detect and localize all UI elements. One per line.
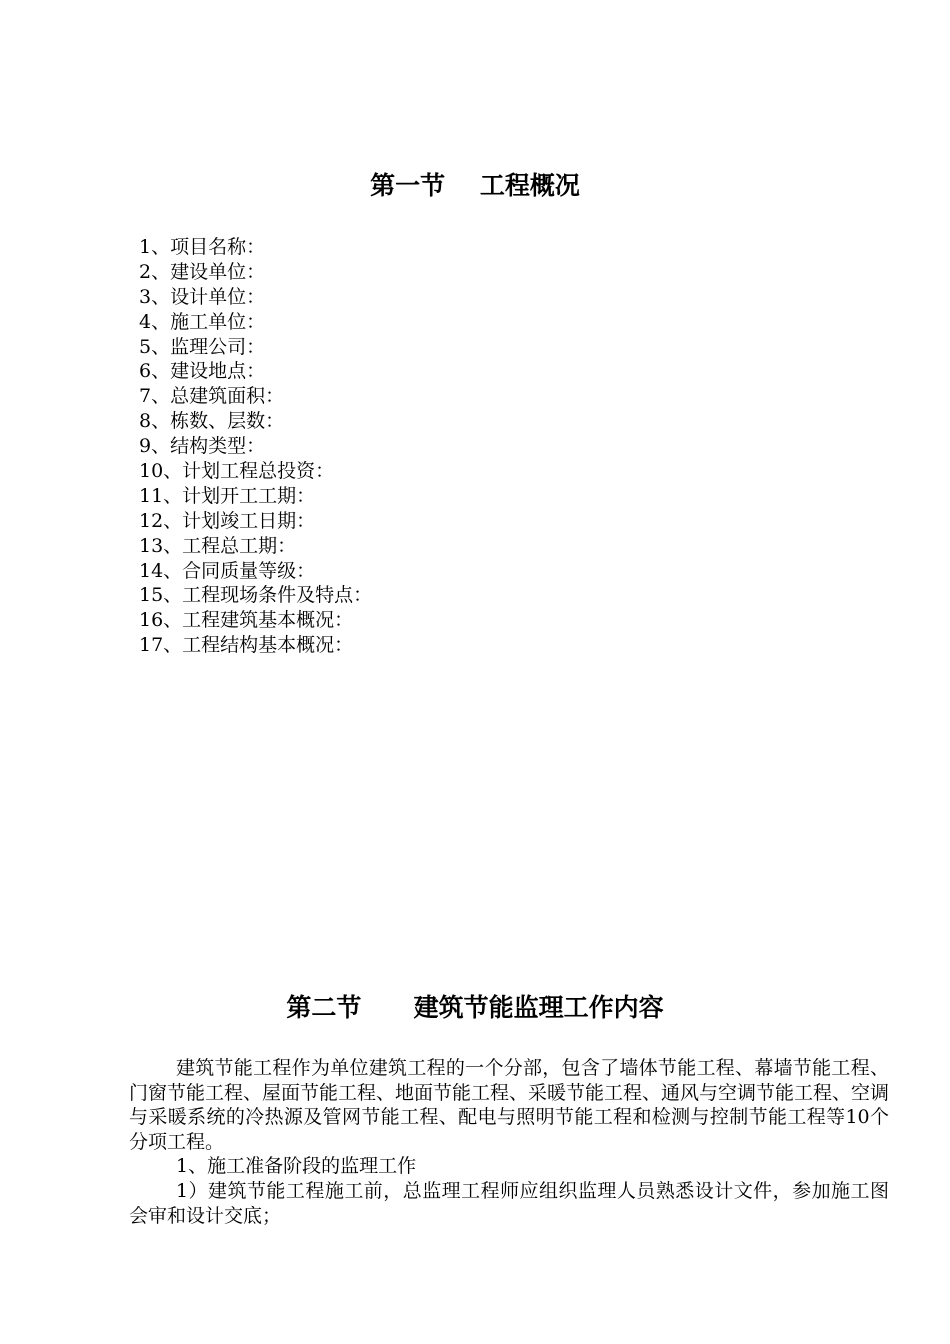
intro-paragraph: 建筑节能工程作为单位建筑工程的一个分部，包含了墙体节能工程、幕墙节能工程、门窗节能工程、屋面节能工程、地面节能工程、采暖节能工程、通风与空调节能工程、空调与采暖系统的冷热源及管网节能工程、配电与照明节能工程和检测与控制节能工程等10个分项工程。	[129, 1057, 890, 1153]
stage-heading: 1、施工准备阶段的监理工作	[176, 1155, 417, 1178]
section-2-title: 第二节 建筑节能监理工作内容	[286, 993, 664, 1022]
list-item: 4、施工单位：	[139, 310, 266, 333]
list-item: 10、计划工程总投资：	[139, 460, 335, 483]
list-item: 8、栋数、层数：	[139, 410, 285, 433]
list-item: 14、合同质量等级：	[139, 559, 316, 582]
list-item: 13、工程总工期：	[139, 534, 297, 557]
list-item: 7、总建筑面积：	[139, 385, 285, 408]
list-item: 11、计划开工工期：	[139, 484, 316, 507]
list-item: 5、监理公司：	[139, 335, 266, 358]
list-item: 3、设计单位：	[139, 285, 266, 308]
section-1-title: 第一节 工程概况	[370, 171, 580, 200]
list-item: 6、建设地点：	[139, 360, 266, 383]
list-item: 17、工程结构基本概况：	[139, 634, 354, 657]
project-info-list	[139, 235, 372, 658]
list-item: 9、结构类型：	[139, 435, 266, 458]
list-item: 15、工程现场条件及特点：	[139, 584, 373, 607]
point-paragraph: 1）建筑节能工程施工前，总监理工程师应组织监理人员熟悉设计文件，参加施工图会审和设计交底；	[129, 1179, 889, 1227]
list-item: 16、工程建筑基本概况：	[139, 609, 354, 632]
list-item: 1、项目名称：	[139, 236, 266, 258]
list-item: 2、建设单位：	[139, 260, 266, 283]
section-2-body	[129, 1056, 889, 1228]
list-item: 12、计划竣工日期：	[139, 509, 316, 532]
